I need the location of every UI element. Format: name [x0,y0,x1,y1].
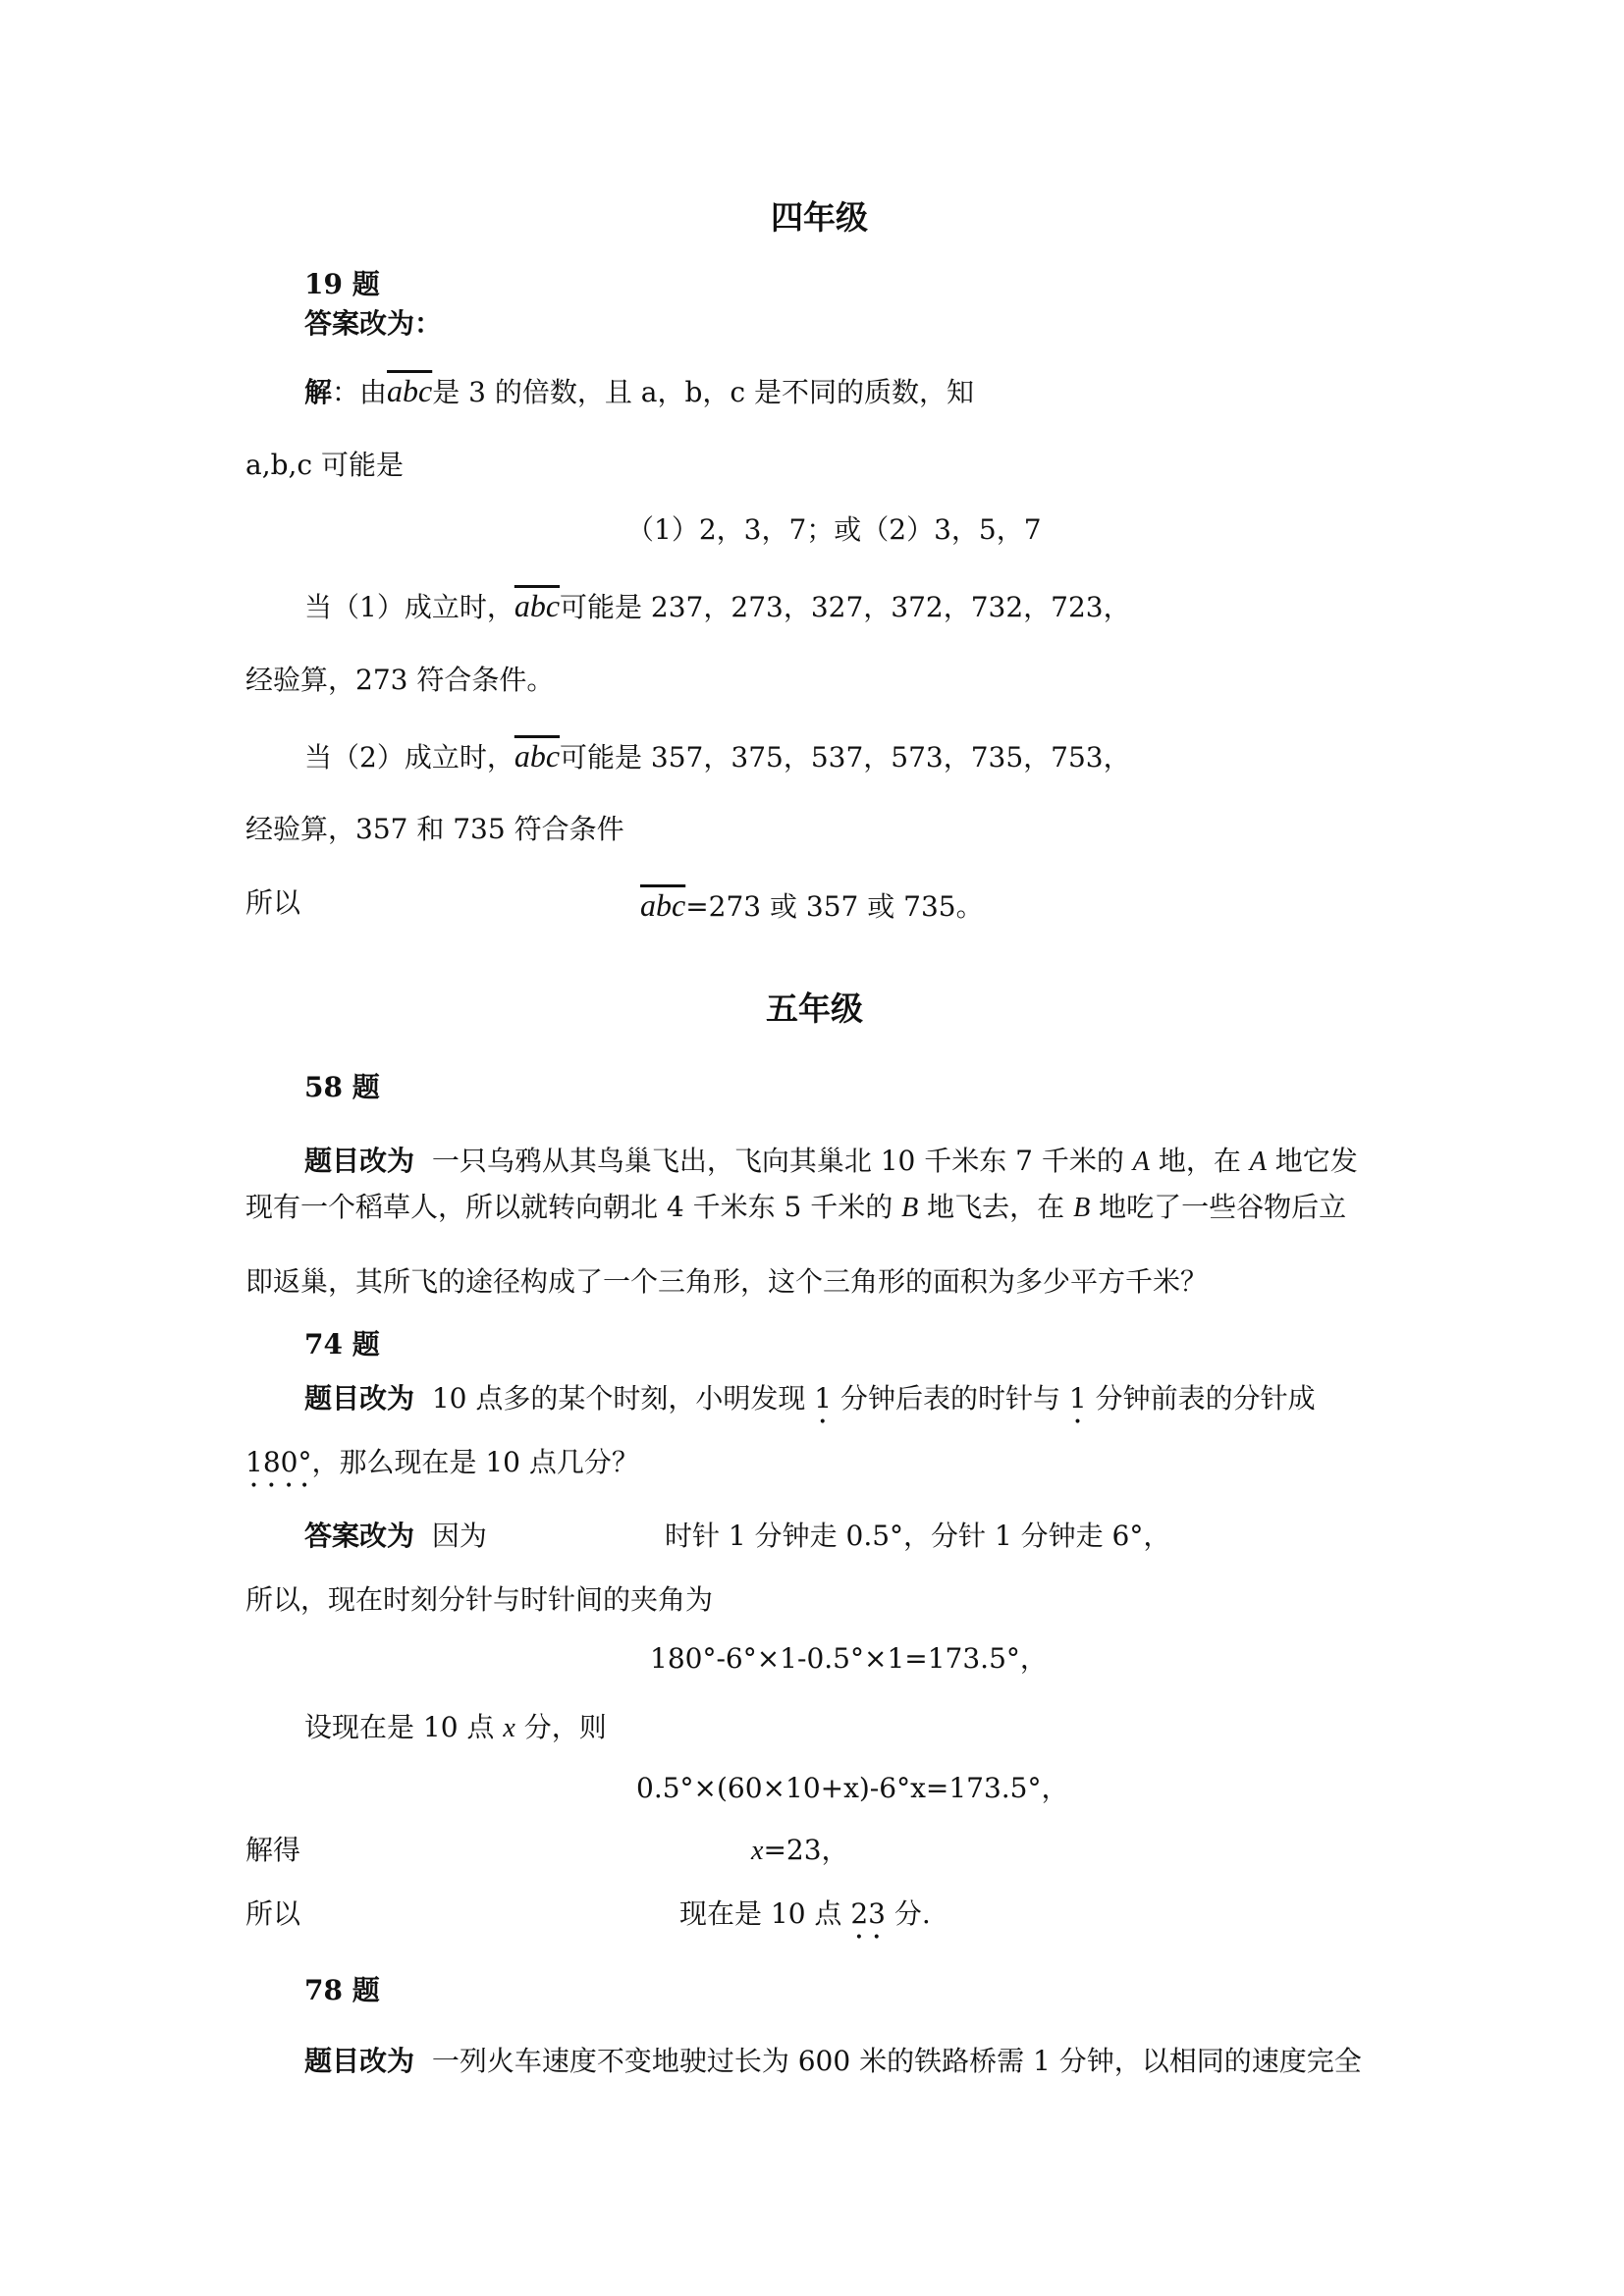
q19-line8-label: 所以 [245,886,301,919]
grade5-title: 五年级 [766,989,863,1028]
q74-result: x=23， [751,1834,849,1866]
solution-label: 解 [304,376,333,408]
q74-line1: 题目改为 10 点多的某个时刻，小明发现 1 分钟后表的时针与 1 分钟前表的分针成 [304,1382,1316,1415]
q74-final: 现在是 10 点 23 分. [679,1897,931,1930]
q74-so-label: 所以 [245,1897,301,1930]
q19-number: 19 题 [304,268,380,300]
q74-number: 74 题 [304,1328,380,1361]
abc-overline: $\overline{abc}$ [514,588,561,623]
q78-label: 题目改为 [304,2045,415,2077]
q19-line2: a,b,c 可能是 [245,449,405,481]
q74-line2: 180°，那么现在是 10 点几分？ [245,1446,639,1478]
q74-answer-label: 答案改为 [304,1520,415,1552]
degree-180: 180° [245,1446,312,1478]
q74-eq2: 0.5°×(60×10+x)-6°x=173.5°， [636,1772,1069,1804]
q74-line6: 设现在是 10 点 x 分，则 [304,1711,607,1743]
q58-line2: 现有一个稻草人，所以就转向朝北 4 千米东 5 千米的 B 地飞去，在 B 地吃了一些谷物后立 [245,1191,1347,1223]
q78-number: 78 题 [304,1974,380,2006]
q58-line3: 即返巢，其所飞的途径构成了一个三角形，这个三角形的面积为多少平方千米？ [245,1265,1209,1298]
q58-label: 题目改为 [304,1145,415,1177]
q78-line1: 题目改为 一列火车速度不变地驶过长为 600 米的铁路桥需 1 分钟，以相同的速度完全 [304,2045,1362,2077]
q74-answer-because: 时针 1 分钟走 0.5°，分针 1 分钟走 6°， [665,1520,1171,1552]
q19-line3: （1）2，3，7；或（2）3，5，7 [626,513,1042,546]
q74-line4: 所以，现在时刻分针与时针间的夹角为 [245,1583,714,1616]
q19-line1: 解：由$\overline{abc}$是 3 的倍数，且 a，b，c 是不同的质数，知 [304,373,974,408]
q19-line5: 经验算，273 符合条件。 [245,664,555,696]
abc-overline: $\overline{abc}$ [640,887,686,923]
q74-eq1: 180°-6°×1-0.5°×1=173.5°， [650,1642,1048,1675]
q74-label: 题目改为 [304,1382,415,1415]
abc-overline: $\overline{abc}$ [387,373,433,408]
q19-line6: 当（2）成立时，$\overline{abc}$可能是 357，375，537，573，735，753， [304,738,1131,774]
grade4-title: 四年级 [771,198,868,237]
q19-line8: $\overline{abc}=273$ 或 357 或 735。 [640,887,984,923]
q19-line7: 经验算，357 和 735 符合条件 [245,813,624,845]
q58-number: 58 题 [304,1071,380,1103]
q74-solve-label: 解得 [245,1834,301,1866]
q19-answer-label: 答案改为： [304,307,443,340]
q19-line4: 当（1）成立时，$\overline{abc}$可能是 237，273，327，372，732，723， [304,588,1131,623]
q74-answer-line: 答案改为 因为 [304,1520,487,1552]
abc-overline: $\overline{abc}$ [514,738,561,774]
q58-line1: 题目改为 一只乌鸦从其鸟巢飞出，飞向其巢北 10 千米东 7 千米的 A 地，在 A 地它发 [304,1145,1358,1177]
